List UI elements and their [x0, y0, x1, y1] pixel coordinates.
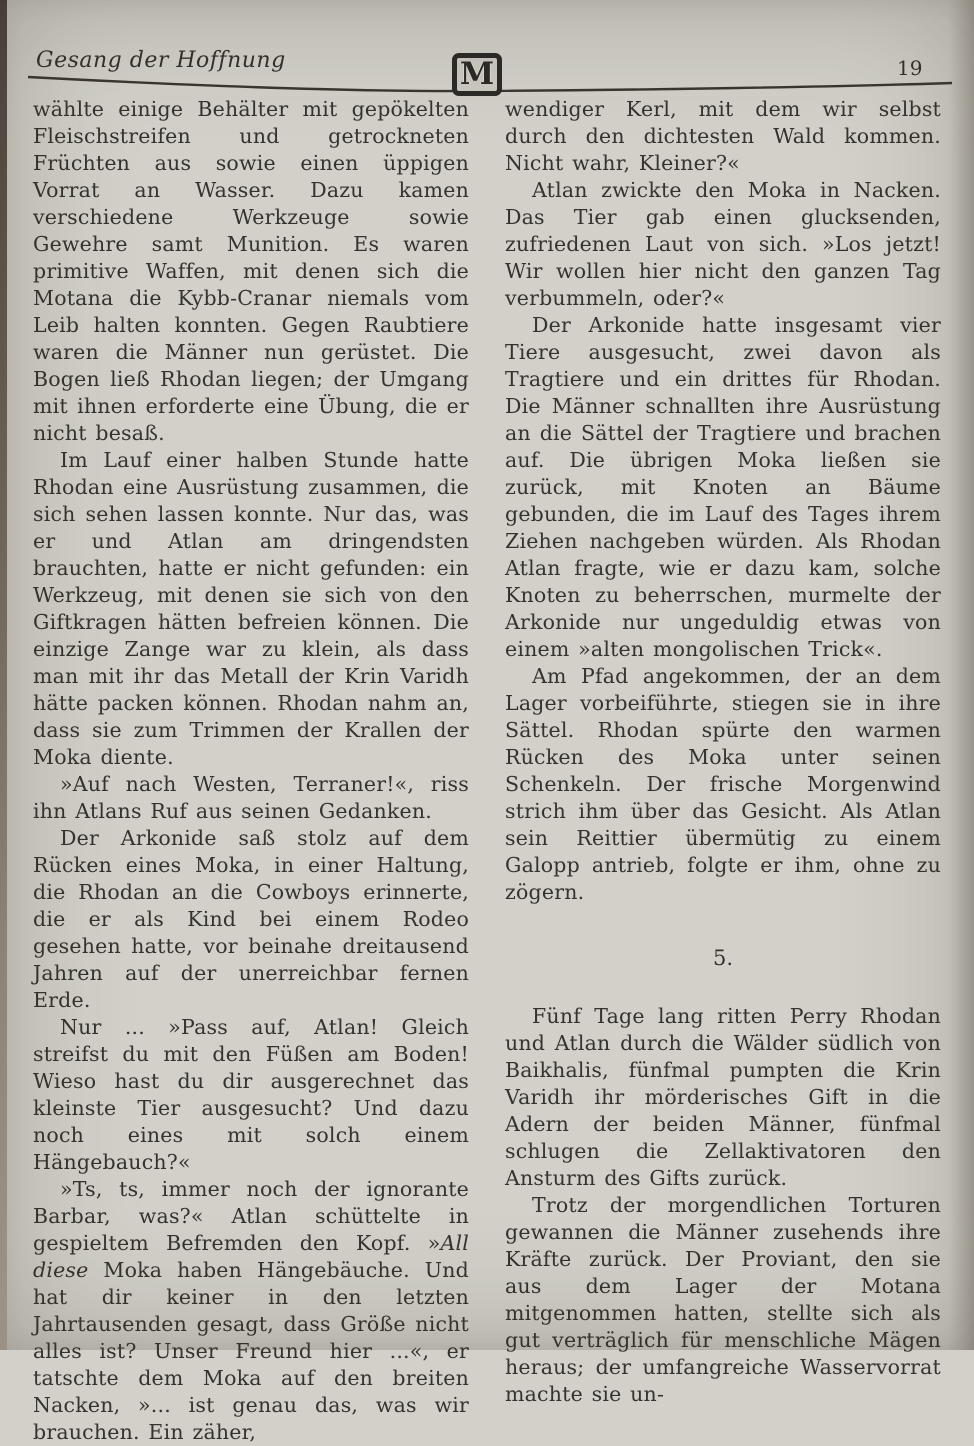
text-run: »Ts, ts, immer noch der ignorante Barbar, was?« Atlan schüttelte in gespieltem Befremden den Kopf. » — [33, 1177, 469, 1255]
paragraph — [505, 96, 941, 177]
text-run: Atlan zwickte den Moka in Nacken. Das Tier gab einen glucksenden, zufriedenen Laut von sich. »Los jetzt! Wir wollen hier nicht den ganzen Tag verbummeln, oder?« — [505, 178, 941, 310]
text-columns — [33, 96, 941, 1446]
text-run: Trotz der morgendlichen Torturen gewannen die Männer zusehends ihre Kräfte zurück. Der Proviant, den sie aus dem Lager der Motana mitgenommen hatten, stellte sich als gut verträglich für menschliche Mägen heraus; der umfangreiche Wasservorrat machte sie un- — [505, 1193, 941, 1406]
paragraph — [33, 1014, 469, 1176]
text-run: wählte einige Behälter mit gepökelten Fleischstreifen und getrockneten Früchten aus sowie einen üppigen Vorrat an Wasser. Dazu kamen verschiedene Werkzeuge sowie Gewehre samt Munition. Es waren primitive Waffen, mit denen sich die Motana die Kybb-Cranar niemals vom Leib halten konnten. Gegen Raubtiere waren die Männer nun gerüstet. Die Bogen ließ Rhodan liegen; der Umgang mit ihnen erforderte eine Übung, die er nicht besaß. — [33, 97, 469, 445]
paragraph — [33, 96, 469, 447]
paragraph — [33, 447, 469, 771]
running-title: Gesang der Hoffnung — [36, 48, 286, 73]
publisher-logo-m — [452, 53, 502, 96]
logo-letter: M — [459, 56, 495, 92]
text-run: Am Pfad angekommen, der an dem Lager vorbeiführte, stiegen sie in ihre Sättel. Rhodan spürte den warmen Rücken des Moka unter seinen Schenkeln. Der frische Morgenwind strich ihm über das Gesicht. Als Atlan sein Reittier übermütig zu einem Galopp antrieb, folgte er ihm, ohne zu zögern. — [505, 664, 941, 904]
right-column — [505, 96, 941, 1446]
text-run: All diese — [33, 1231, 469, 1282]
paragraph — [505, 663, 941, 906]
paragraph — [505, 1003, 941, 1192]
text-run: Nur ... »Pass auf, Atlan! Gleich streifst du mit den Füßen am Boden! Wieso hast du dir ausgerechnet das kleinste Tier ausgesucht? Und dazu noch eines mit solch einem Hängebauch?« — [33, 1015, 469, 1174]
page-number: 19 — [897, 56, 923, 80]
photo-left-edge — [0, 0, 7, 1350]
paragraph — [505, 177, 941, 312]
text-run: Der Arkonide hatte insgesamt vier Tiere ausgesucht, zwei davon als Tragtiere und ein drittes für Rhodan. Die Männer schnallten ihre Ausrüstung an die Sättel der Tragtiere und brachen auf. Die übrigen Moka ließen sie zurück, mit Knoten an Bäume gebunden, die im Lauf des Tages ihrem Ziehen nachgeben würden. Als Rhodan Atlan fragte, wie er dazu kam, solche Knoten zu beherrschen, murmelte der Arkonide nur ungeduldig etwas von einem »alten mongolischen Trick«. — [505, 313, 941, 661]
text-run: Im Lauf einer halben Stunde hatte Rhodan eine Ausrüstung zusammen, die sich sehen lassen konnte. Nur das, was er und Atlan am dringendsten brauchten, hatte er nicht gefunden: ein Werkzeug, mit denen sie sich von den Giftkragen hätten befreien können. Die einzige Zange war zu klein, als dass man mit ihr das Metall der Krin Varidh hätte packen können. Rhodan nahm an, dass sie zum Trimmen der Krallen der Moka diente. — [33, 448, 469, 769]
paragraph — [505, 312, 941, 663]
left-column — [33, 96, 469, 1446]
paragraph — [33, 825, 469, 1014]
text-run: Der Arkonide saß stolz auf dem Rücken eines Moka, in einer Haltung, die Rhodan an die Cowboys erinnerte, die er als Kind bei einem Rodeo gesehen hatte, vor beinahe dreitausend Jahren auf der unerreichbar fernen Erde. — [33, 826, 469, 1012]
paragraph — [33, 1176, 469, 1446]
section-heading: 5. — [712, 946, 734, 970]
text-run: Moka haben Hängebäuche. Und hat dir keiner in den letzten Jahrtausenden gesagt, dass Größe nicht alles ist? Unser Freund hier ...«, er tatschte dem Moka auf den breiten Nacken, »... ist genau das, was wir brauchen. Ein zäher, — [33, 1258, 469, 1444]
text-run: »Auf nach Westen, Terraner!«, riss ihn Atlans Ruf aus seinen Gedanken. — [33, 772, 469, 823]
page-curve-shadow — [948, 0, 974, 1350]
paragraph — [33, 771, 469, 825]
text-run: Fünf Tage lang ritten Perry Rhodan und Atlan durch die Wälder südlich von Baikhalis, fünfmal pumpten die Krin Varidh ihr mörderisches Gift in die Adern der beiden Männer, fünfmal schlugen die Zellaktivatoren den Ansturm des Gifts zurück. — [505, 1004, 941, 1190]
paragraph — [505, 1192, 941, 1408]
text-run: wendiger Kerl, mit dem wir selbst durch den dichtesten Wald kommen. Nicht wahr, Kleiner?« — [505, 97, 941, 175]
